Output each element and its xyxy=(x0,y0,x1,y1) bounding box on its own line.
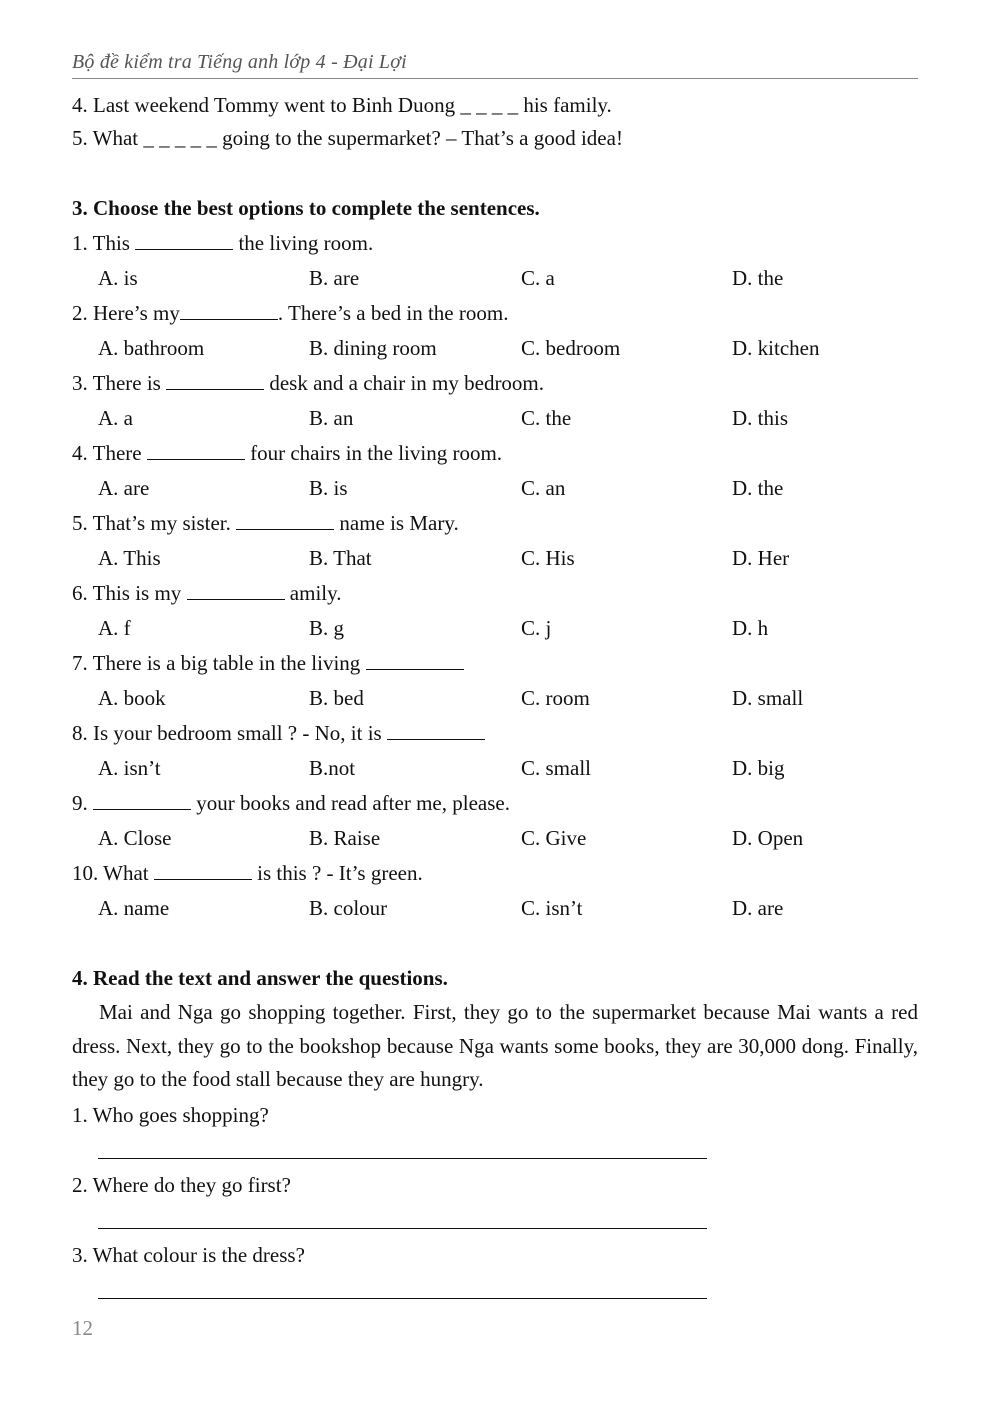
answer-option[interactable]: D. the xyxy=(732,476,784,500)
question-stem-start: 9. xyxy=(72,791,93,815)
section-title: 4. Read the text and answer the questions. xyxy=(72,966,448,990)
answer-option[interactable]: D. big xyxy=(732,756,785,780)
reading-passage: Mai and Nga go shopping together. First, they go to the supermarket because Mai wants a red dress. Next, they go to the bookshop because Nga wants some books, they are 30,000 dong. Finally, they go to the food stall because they are hungry. xyxy=(72,1000,918,1091)
answer-option[interactable]: A. name xyxy=(98,896,170,920)
answer-option[interactable]: D. this xyxy=(732,406,789,430)
mcq-question xyxy=(72,860,423,886)
answer-option[interactable]: B. colour xyxy=(309,896,388,920)
answer-option[interactable]: D. Open xyxy=(732,826,804,850)
answer-blank[interactable] xyxy=(147,443,245,460)
mcq-question xyxy=(72,790,510,816)
answer-option[interactable]: A. is xyxy=(98,266,138,290)
question-stem-start: 2. Here’s my xyxy=(72,301,180,325)
answer-option[interactable]: C. isn’t xyxy=(521,896,583,920)
question-text: Where do they go first? xyxy=(92,1173,291,1197)
question-stem-end: your books and read after me, please. xyxy=(191,791,510,815)
answer-line[interactable] xyxy=(98,1228,707,1229)
answer-blank[interactable] xyxy=(236,513,334,530)
answer-blank[interactable] xyxy=(154,863,252,880)
question-stem-end: the living room. xyxy=(233,231,374,255)
question-stem-start: 8. Is your bedroom small ? - No, it is xyxy=(72,721,387,745)
answer-option[interactable]: C. a xyxy=(521,266,555,290)
question-text: What _ _ _ _ _ going to the supermarket? – That’s a good idea! xyxy=(92,126,623,150)
answer-blank[interactable] xyxy=(366,653,464,670)
answer-option[interactable]: C. an xyxy=(521,476,566,500)
answer-option[interactable]: C. room xyxy=(521,686,590,710)
answer-option[interactable]: D. Her xyxy=(732,546,790,570)
answer-option[interactable]: D. h xyxy=(732,616,769,640)
answer-blank[interactable] xyxy=(166,373,264,390)
answer-blank[interactable] xyxy=(180,303,278,320)
answer-option[interactable]: C. bedroom xyxy=(521,336,621,360)
answer-option[interactable]: A. This xyxy=(98,546,161,570)
answer-option[interactable]: B. bed xyxy=(309,686,364,710)
question-stem-end: name is Mary. xyxy=(334,511,459,535)
open-question xyxy=(72,1242,305,1268)
question-stem-start: 4. There xyxy=(72,441,147,465)
question-number: 3. xyxy=(72,1243,88,1267)
question-stem-end: four chairs in the living room. xyxy=(244,441,503,465)
question-stem-end: desk and a chair in my bedroom. xyxy=(264,371,545,395)
question-stem-end: . There’s a bed in the room. xyxy=(277,301,509,325)
answer-option[interactable]: D. kitchen xyxy=(732,336,820,360)
answer-option[interactable]: A. are xyxy=(98,476,150,500)
answer-option[interactable]: B. are xyxy=(309,266,360,290)
answer-line[interactable] xyxy=(98,1298,707,1299)
question-text: What colour is the dress? xyxy=(92,1243,305,1267)
question-stem-start: 10. What xyxy=(72,861,154,885)
answer-blank[interactable] xyxy=(387,723,485,740)
question-number: 5. xyxy=(72,126,88,150)
answer-option[interactable]: A. isn’t xyxy=(98,756,161,780)
answer-blank[interactable] xyxy=(135,233,233,250)
mcq-question xyxy=(72,300,508,326)
answer-option[interactable]: B. Raise xyxy=(309,826,381,850)
page-header xyxy=(72,50,918,79)
answer-option[interactable]: A. f xyxy=(98,616,131,640)
mcq-question xyxy=(72,230,373,256)
answer-option[interactable]: C. small xyxy=(521,756,592,780)
answer-option[interactable]: C. Give xyxy=(521,826,587,850)
question-number: 4. xyxy=(72,93,88,117)
question-item xyxy=(72,125,623,151)
answer-option[interactable]: A. Close xyxy=(98,826,172,850)
mcq-question xyxy=(72,580,342,606)
answer-option[interactable]: D. the xyxy=(732,266,784,290)
question-number: 1. xyxy=(72,1103,88,1127)
answer-blank[interactable] xyxy=(93,793,191,810)
question-text: Who goes shopping? xyxy=(92,1103,269,1127)
mcq-question xyxy=(72,720,485,746)
question-item xyxy=(72,92,612,118)
answer-line[interactable] xyxy=(98,1158,707,1159)
answer-option[interactable]: B. g xyxy=(309,616,345,640)
open-question xyxy=(72,1102,269,1128)
answer-option[interactable]: A. book xyxy=(98,686,166,710)
answer-option[interactable]: C. j xyxy=(521,616,552,640)
answer-option[interactable]: C. His xyxy=(521,546,575,570)
answer-option[interactable]: A. bathroom xyxy=(98,336,205,360)
question-stem-start: 1. This xyxy=(72,231,136,255)
page-number: 12 xyxy=(72,1316,93,1340)
question-stem-start: 7. There is a big table in the living xyxy=(72,651,366,675)
open-question xyxy=(72,1172,291,1198)
header-title: Bộ đề kiểm tra Tiếng anh lớp 4 - Đại Lợi xyxy=(72,51,407,73)
answer-option[interactable]: A. a xyxy=(98,406,133,430)
question-stem-start: 6. This is my xyxy=(72,581,187,605)
answer-option[interactable]: D. are xyxy=(732,896,784,920)
mcq-question xyxy=(72,510,459,536)
answer-blank[interactable] xyxy=(187,583,285,600)
question-number: 2. xyxy=(72,1173,88,1197)
answer-option[interactable]: B. an xyxy=(309,406,354,430)
answer-option[interactable]: B. is xyxy=(309,476,348,500)
question-stem-start: 3. There is xyxy=(72,371,167,395)
question-stem-end: is this ? - It’s green. xyxy=(251,861,423,885)
mcq-question xyxy=(72,440,502,466)
mcq-question xyxy=(72,370,544,396)
question-stem-start: 5. That’s my sister. xyxy=(72,511,237,535)
question-stem-end: amily. xyxy=(284,581,342,605)
question-text: Last weekend Tommy went to Binh Duong _ _ _ _ his family. xyxy=(93,93,612,117)
mcq-question xyxy=(72,650,464,676)
answer-option[interactable]: B.not xyxy=(309,756,356,780)
answer-option[interactable]: B. dining room xyxy=(309,336,437,360)
section-title: 3. Choose the best options to complete the sentences. xyxy=(72,196,540,220)
answer-option[interactable]: D. small xyxy=(732,686,804,710)
answer-option[interactable]: B. That xyxy=(309,546,372,570)
answer-option[interactable]: C. the xyxy=(521,406,572,430)
